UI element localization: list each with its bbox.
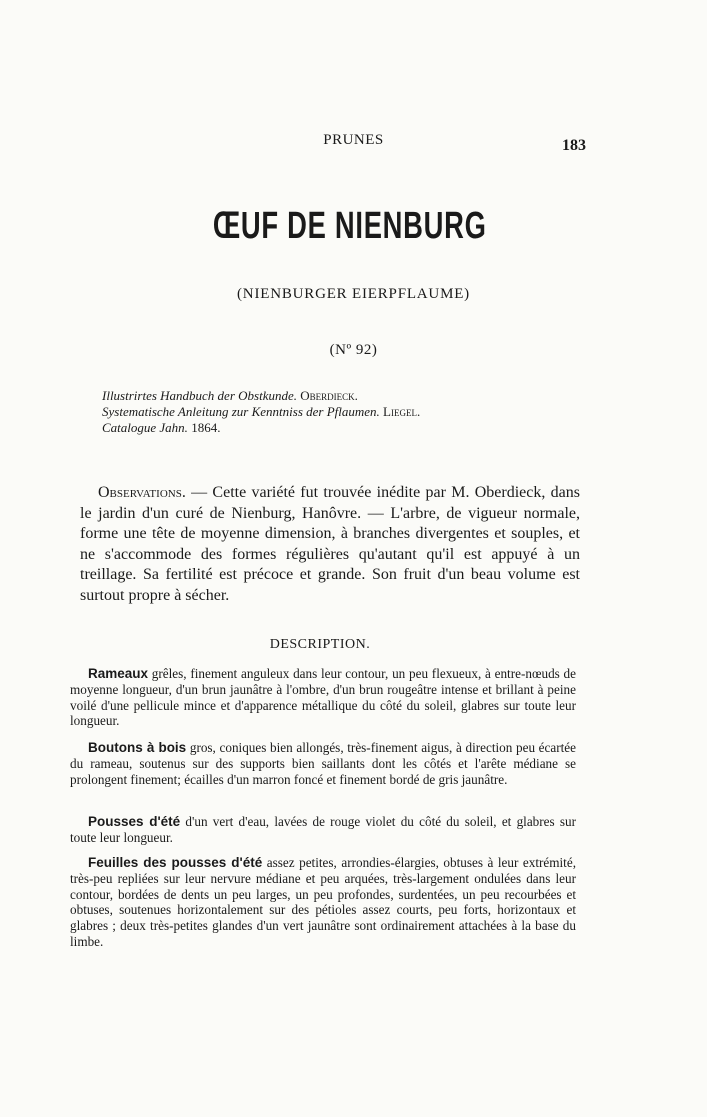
reference-year: 1864.	[191, 420, 221, 435]
description-text: gros, coniques bien allongés, très-finement aigus, à direction peu écartée du rameau, soutenus sur des supports bien saillants dont les côtés et l'arête médiane se prolongent finement; écailles d'un marron foncé et finement bordé de gris jaunâtre.	[70, 740, 577, 787]
page-number: 183	[562, 137, 586, 154]
reference-line	[102, 420, 522, 436]
reference-line	[102, 388, 522, 404]
running-title: PRUNES	[323, 132, 384, 148]
description-text: grêles, finement anguleux dans leur contour, un peu flexueux, à entre-nœuds de moyenne longueur, d'un brun jaunâtre à l'ombre, d'un brun rougeâtre intense et brillant à peine voilé d'une pellicule mince et d'apparence métallique du côté du soleil, glabres sur toute leur longueur.	[70, 666, 576, 729]
reference-work: Catalogue Jahn.	[102, 420, 188, 435]
variety-title: ŒUF DE NIENBURG	[212, 205, 487, 247]
variety-subtitle: (NIENBURGER EIERPFLAUME)	[237, 286, 470, 302]
reference-work: Illustrirtes Handbuch der Obstkunde.	[102, 388, 297, 403]
description-heading: DESCRIPTION.	[269, 637, 371, 652]
description-entry	[70, 666, 576, 729]
description-term: Pousses d'été	[88, 814, 181, 829]
reference-line	[102, 404, 522, 420]
description-term: Rameaux	[88, 666, 149, 681]
observations-lead: Observations.	[98, 484, 186, 501]
catalog-number: (Nº 92)	[329, 342, 378, 358]
description-text: d'un vert d'eau, lavées de rouge violet du côté du soleil, et glabres sur toute leur longueur.	[70, 814, 577, 845]
bibliography	[102, 388, 522, 436]
reference-work: Systematische Anleitung zur Kenntniss der Pflaumen.	[102, 404, 380, 419]
description-term: Boutons à bois	[88, 740, 187, 755]
description-entry	[70, 855, 576, 950]
description-term: Feuilles des pousses d'été	[88, 855, 263, 870]
observations-text: — Cette variété fut trouvée inédite par M. Oberdieck, dans le jardin d'un curé de Nienburg, Hanôvre. — L'arbre, de vigueur normale, forme une tête de moyenne dimension, à branches divergentes et souples, et ne s'accommode des formes régulières qu'autant qu'il est appuyé à un treillage. Sa fertilité est précoce et grande. Son fruit d'un beau volume est surtout propre à sécher.	[80, 484, 580, 604]
description-entry	[70, 740, 576, 787]
description-text: assez petites, arrondies-élargies, obtuses à leur extrémité, très-peu repliées sur leur nervure médiane et peu arquées, très-largement ondulées dans leur contour, bordées de dents un peu larges, un peu profondes, surdentées, un peu recourbées et obtuses, soutenues horizontalement sur des pétioles assez courts, peu forts, horizontaux et glabres ; deux très-petites glandes d'un vert jaunâtre sont ordinairement attachées à la base du limbe.	[70, 855, 576, 949]
description-entry	[70, 814, 576, 846]
reference-author: Liegel.	[383, 404, 421, 419]
observations-paragraph	[80, 483, 580, 606]
reference-author: Oberdieck.	[300, 388, 358, 403]
